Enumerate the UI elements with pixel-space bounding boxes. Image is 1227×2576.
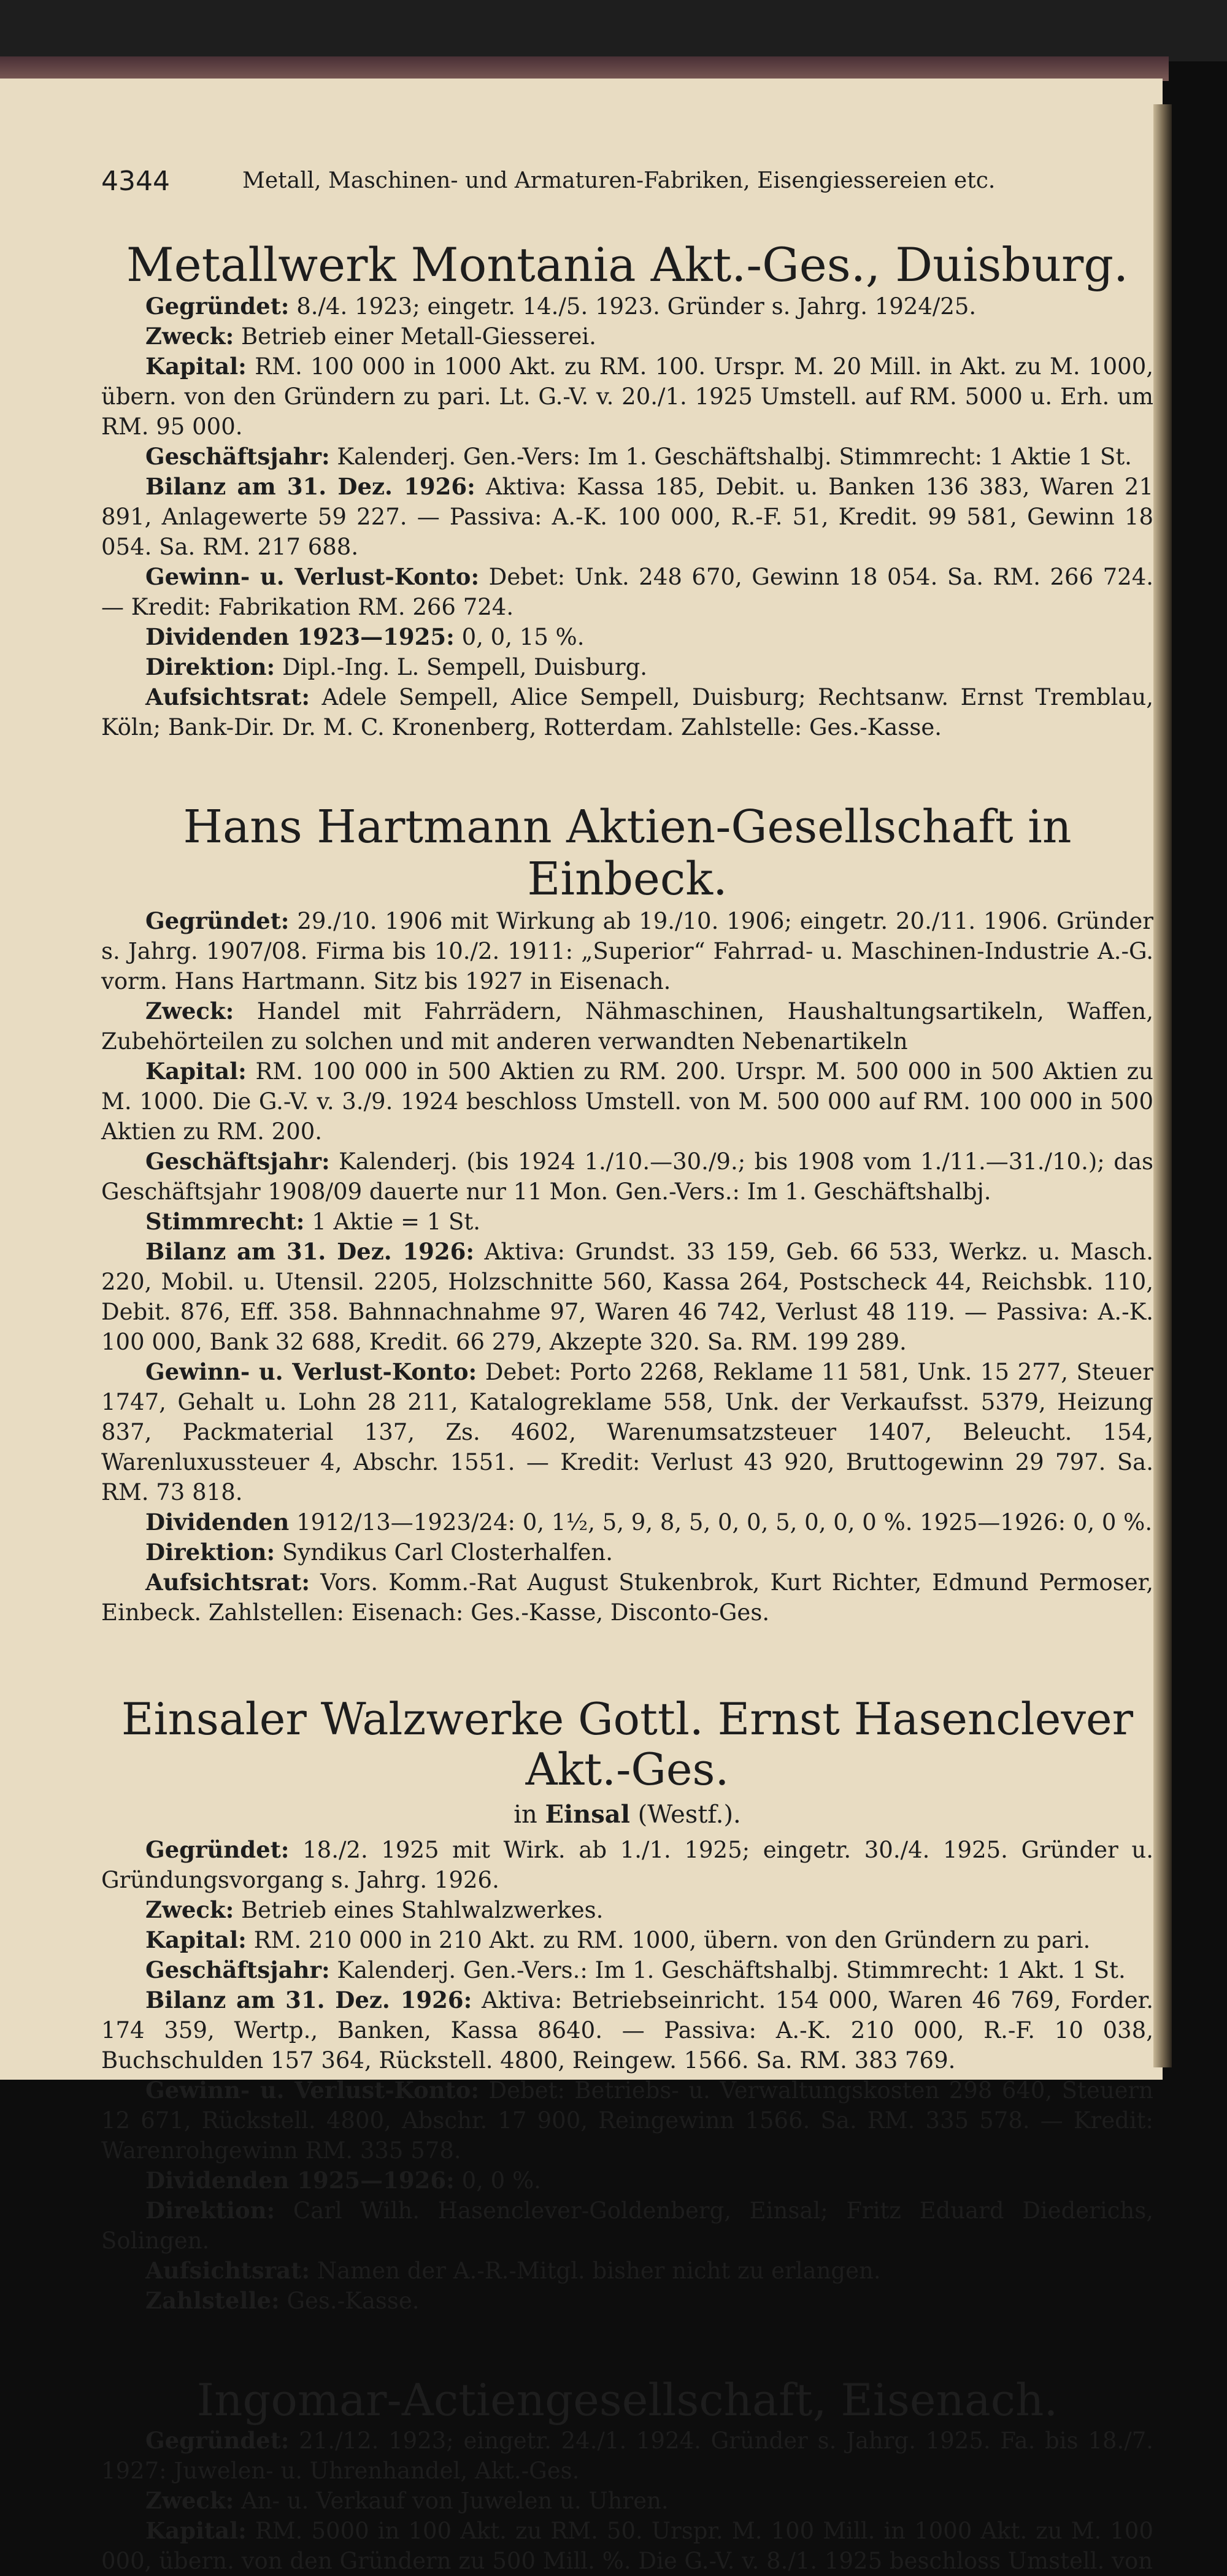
company-entry-einsaler [101,1694,1153,2316]
running-header [101,166,1153,202]
field-label: Gegründet: [145,2426,290,2454]
field-text: Betrieb eines Stahlwalzwerkes. [234,1897,604,1924]
entry-paragraph [101,472,1153,562]
entry-paragraph [101,1537,1153,1567]
field-label: Zweck: [145,997,234,1025]
entry-paragraph [101,2286,1153,2316]
entry-paragraph [101,996,1153,1056]
field-text: 29./10. 1906 mit Wirkung ab 19./10. 1906; eingetr. 20./11. 1906. Gründer s. Jahrg. 1907/08. Firma bis 10./2. 1911: „Superior“ Fahrrad- u. Maschinen-Industrie A.-G. vorm. Hans Hartmann. Sitz bis 1927 in Eisenach. [101,907,1153,994]
field-label: Dividenden 1923—1925: [145,623,455,651]
company-entry-hartmann [101,801,1153,1627]
field-text: RM. 210 000 in 210 Akt. zu RM. 1000, übern. von den Gründern zu pari. [246,1927,1091,1954]
entry-paragraph [101,1835,1153,1895]
field-text: Kalenderj. Gen.-Vers: Im 1. Geschäftshalbj. Stimmrecht: 1 Aktie 1 St. [329,444,1132,471]
field-label: Bilanz am 31. Dez. 1926: [145,1237,475,1265]
entry-paragraph [101,2426,1153,2486]
field-text: Handel mit Fahrrädern, Nähmaschinen, Haushaltungsartikeln, Waffen, Zubehörteilen zu solchen und mit anderen verwandten Nebenartikeln [101,998,1153,1055]
field-text: 1 Aktie = 1 St. [304,1208,480,1235]
scan-top-border [0,0,1227,61]
entry-paragraph [101,2256,1153,2286]
field-label: Gegründet: [145,907,290,934]
entry-paragraph [101,442,1153,472]
entry-paragraph [101,321,1153,352]
company-entry-ingomar [101,2375,1153,2576]
field-label: Bilanz am 31. Dez. 1926: [145,1986,472,2014]
field-label: Aufsichtsrat: [145,683,310,711]
field-text: Syndikus Carl Closterhalfen. [275,1539,613,1566]
field-text: Aktiva: Betriebseinricht. 154 000, Waren 46 769, Forder. 174 359, Wertp., Banken, Kassa 8640. — Passiva: A.-K. 210 000, R.-F. 10 038, Buchschulden 157 364, Rückstell. 4800, Reingew. 1566. Sa. RM. 383 769. [101,1987,1153,2074]
entry-paragraph [101,291,1153,321]
field-label: Kapital: [145,2516,247,2544]
field-text: An- u. Verkauf von Juwelen u. Uhren. [234,2487,669,2514]
entry-paragraph [101,1925,1153,1955]
field-label: Gewinn- u. Verlust-Konto: [145,2077,480,2104]
book-cover-edge [0,56,1169,81]
entry-paragraph [101,1237,1153,1357]
field-label: Direktion: [145,653,275,681]
entry-paragraph [101,682,1153,742]
subtitle-suffix: (Westf.). [629,1801,741,1829]
company-title: Hans Hartmann Aktien-Gesellschaft in Einbeck. [183,801,1072,906]
company-entry-montania [101,238,1153,742]
field-text: Debet: Porto 2268, Reklame 11 581, Unk. 15 277, Steuer 1747, Gehalt u. Lohn 28 211, Katalogreklame 558, Unk. der Verkaufsst. 5379, Heizung 837, Packmaterial 137, Zs. 4602, Warenumsatzsteuer 1407, Beleucht. 154, Warenluxussteuer 4, Abschr. 1551. — Kredit: Verlust 43 920, Bruttogewinn 29 797. Sa. RM. 73 818. [101,1358,1153,1505]
field-label: Gegründet: [145,1836,290,1864]
field-label: Dividenden [145,1508,290,1536]
page-number: 4344 [101,166,170,197]
field-label: Aufsichtsrat: [145,1568,310,1596]
field-text: Dipl.-Ing. L. Sempell, Duisburg. [275,654,648,681]
field-label: Zahlstelle: [145,2287,280,2315]
field-label: Stimmrecht: [145,1207,305,1235]
subtitle-prefix: in [513,1801,545,1829]
field-text: 0, 0, 15 %. [454,624,585,651]
field-label: Zweck: [145,323,234,350]
field-text: Carl Wilh. Hasenclever-Goldenberg, Einsal; Fritz Eduard Diederichs, Solingen. [101,2197,1153,2255]
entry-paragraph [101,2075,1153,2166]
field-text: Betrieb einer Metall-Giesserei. [234,323,596,350]
field-text: Aktiva: Kassa 185, Debit. u. Banken 136 383, Waren 21 891, Anlagewerte 59 227. — Passiva: A.-K. 100 000, R.-F. 51, Kredit. 99 581, Gewinn 18 054. Sa. RM. 217 688. [101,474,1153,561]
field-label: Direktion: [145,2197,275,2224]
entry-paragraph [101,1056,1153,1147]
page-content [101,166,1153,2576]
field-label: Geschäftsjahr: [145,1956,330,1984]
entry-paragraph [101,2516,1153,2576]
entry-paragraph [101,622,1153,652]
field-text: RM. 5000 in 100 Akt. zu RM. 50. Urspr. M. 100 Mill. in 1000 Akt. zu M. 100 000, übern. von den Gründern zu 500 Mill. %. Die G.-V. v. 8./1. 1925 beschloss Umstell. von [101,2517,1153,2574]
entry-paragraph [101,1567,1153,1628]
entry-paragraph [101,2166,1153,2196]
entry-paragraph [101,1147,1153,1207]
field-text: Debet: Betriebs- u. Verwaltungskosten 298 640, Steuern 12 671, Rückstell. 4800, Abschr. 17 900, Reingewinn 1566. Sa. RM. 335 578. — Kredit: Warenrohgewinn RM. 335 578. [101,2077,1153,2164]
field-text: Adele Sempell, Alice Sempell, Duisburg; Rechtsanw. Ernst Tremblau, Köln; Bank-Dir. Dr. M. C. Kronenberg, Rotterdam. Zahlstelle: Ges.-Kasse. [101,684,1153,741]
field-label: Gegründet: [145,293,290,320]
field-label: Kapital: [145,353,247,380]
entry-paragraph [101,906,1153,996]
company-title: Ingomar-Actiengesellschaft, Eisenach. [196,2374,1058,2426]
field-label: Geschäftsjahr: [145,443,330,471]
field-text: Kalenderj. (bis 1924 1./10.—30./9.; bis 1908 vom 1./11.—31./10.); das Geschäftsjahr 1908/09 dauerte nur 11 Mon. Gen.-Vers.: Im 1. Geschäftshalbj. [101,1148,1153,1205]
company-title: Metallwerk Montania Akt.-Ges., Duisburg. [126,237,1129,292]
company-subtitle [101,1800,1153,1829]
field-text: Aktiva: Grundst. 33 159, Geb. 66 533, Werkz. u. Masch. 220, Mobil. u. Utensil. 2205, Holzschnitte 560, Kassa 264, Postscheck 44, Reichsbk. 110, Debit. 876, Eff. 358. Bahnnachnahme 97, Waren 46 742, Verlust 48 119. — Passiva: A.-K. 100 000, Bank 32 688, Kredit. 66 279, Akzepte 320. Sa. RM. 199 289. [101,1238,1153,1355]
entry-paragraph [101,1357,1153,1507]
field-label: Kapital: [145,1057,247,1085]
field-text: RM. 100 000 in 1000 Akt. zu RM. 100. Urspr. M. 20 Mill. in Akt. zu M. 1000, übern. von den Gründern zu pari. Lt. G.-V. v. 20./1. 1925 Umstell. auf RM. 5000 u. Erh. um RM. 95 000. [101,353,1153,440]
entry-paragraph [101,562,1153,622]
field-label: Geschäftsjahr: [145,1147,330,1175]
subtitle-place: Einsal [545,1800,630,1829]
entry-paragraph [101,1207,1153,1237]
field-text: 21./12. 1923; eingetr. 24./1. 1924. Gründer s. Jahrg. 1925. Fa. bis 18./7. 1927: Juwelen- u. Uhrenhandel, Akt.-Ges. [101,2427,1153,2484]
field-text: 8./4. 1923; eingetr. 14./5. 1923. Gründer s. Jahrg. 1924/25. [289,293,977,320]
company-title: Einsaler Walzwerke Gottl. Ernst Hasenclever Akt.-Ges. [121,1693,1134,1796]
entry-paragraph [101,1955,1153,1985]
field-text: 18./2. 1925 mit Wirk. ab 1./1. 1925; eingetr. 30./4. 1925. Gründer u. Gründungsvorgang s. Jahrg. 1926. [101,1837,1153,1894]
field-text: Vors. Komm.-Rat August Stukenbrok, Kurt Richter, Edmund Permoser, Einbeck. Zahlstellen: Eisenach: Ges.-Kasse, Disconto-Ges. [101,1569,1153,1626]
field-label: Dividenden 1925—1926: [145,2167,455,2194]
field-text: RM. 100 000 in 500 Aktien zu RM. 200. Urspr. M. 500 000 in 500 Aktien zu M. 1000. Die G.-V. v. 3./9. 1924 beschloss Umstell. von M. 500 000 auf RM. 100 000 in 500 Aktien zu RM. 200. [101,1058,1153,1145]
field-text: Namen der A.-R.-Mitgl. bisher nicht zu erlangen. [309,2258,881,2285]
entry-paragraph [101,652,1153,682]
field-label: Gewinn- u. Verlust-Konto: [145,1358,477,1385]
field-label: Gewinn- u. Verlust-Konto: [145,563,480,591]
book-spine-shadow [1153,104,1172,2067]
entry-paragraph [101,1507,1153,1537]
entry-paragraph [101,352,1153,442]
field-text: Ges.-Kasse. [279,2288,420,2315]
field-label: Direktion: [145,1538,275,1566]
field-label: Zweck: [145,2486,234,2514]
entry-paragraph [101,2486,1153,2516]
field-label: Kapital: [145,1926,247,1954]
field-text: Debet: Unk. 248 670, Gewinn 18 054. Sa. RM. 266 724. — Kredit: Fabrikation RM. 266 724. [101,564,1154,621]
entry-paragraph [101,2196,1153,2256]
entry-paragraph [101,1895,1153,1925]
entry-paragraph [101,1985,1153,2075]
field-text: 1912/13—1923/24: 0, 1½, 5, 9, 8, 5, 0, 0, 5, 0, 0, 0 %. 1925—1926: 0, 0 %. [289,1509,1153,1536]
running-title: Metall, Maschinen- und Armaturen-Fabriken, Eisengiessereien etc. [242,168,996,193]
field-label: Bilanz am 31. Dez. 1926: [145,473,475,501]
field-label: Zweck: [145,1896,234,1924]
field-text: Kalenderj. Gen.-Vers.: Im 1. Geschäftshalbj. Stimmrecht: 1 Akt. 1 St. [329,1957,1126,1984]
field-text: 0, 0 %. [454,2167,541,2194]
field-label: Aufsichtsrat: [145,2257,310,2285]
